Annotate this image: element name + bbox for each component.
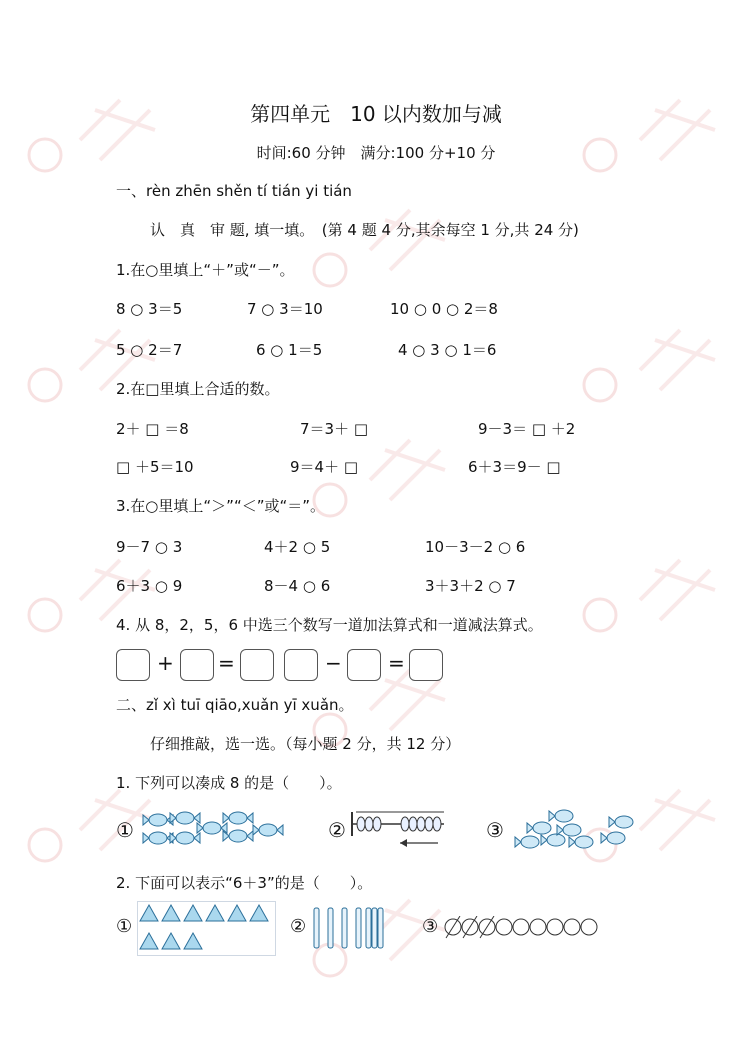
q1-expr: 5 ○ 2＝7 [116, 341, 183, 359]
circles-picture [444, 916, 604, 940]
answer-box[interactable] [409, 649, 443, 681]
option-label[interactable]: ③ [422, 916, 439, 937]
q3-prompt: 3.在○里填上“＞”“＜”或“＝”。 [116, 497, 326, 515]
q4-prompt: 4. 从 8，2，5，6 中选三个数写一道加法算式和一道减法算式。 [116, 616, 543, 634]
q1-expr: 8 ○ 3＝5 [116, 300, 183, 318]
answer-box[interactable] [116, 649, 150, 681]
s2-q2-prompt: 2. 下面可以表示“6＋3”的是（ ）。 [116, 874, 373, 892]
abacus-picture [350, 810, 446, 850]
equals-sign: = [388, 651, 405, 675]
option-label[interactable]: ② [290, 916, 307, 937]
triangles-picture [137, 901, 277, 957]
q2-expr: 9＝4＋ □ [290, 458, 359, 476]
sticks-picture [310, 906, 390, 952]
candies-picture [140, 808, 290, 852]
section2-instruction: 仔细推敲，选一选。（每小题 2 分，共 12 分） [150, 735, 461, 753]
q2-expr: □ ＋5＝10 [116, 458, 194, 476]
section1-heading: 一、rèn zhēn shěn tí tián yi tián [116, 182, 352, 200]
answer-box[interactable] [240, 649, 274, 681]
option-label[interactable]: ① [116, 916, 133, 937]
q3-expr: 4＋2 ○ 5 [264, 538, 331, 556]
q1-expr: 4 ○ 3 ○ 1＝6 [398, 341, 497, 359]
answer-box[interactable] [347, 649, 381, 681]
s2-q1-prompt: 1. 下列可以凑成 8 的是（ ）。 [116, 774, 342, 792]
q2-expr: 2＋ □ ＝8 [116, 420, 189, 438]
fish-picture [512, 804, 642, 854]
q1-expr: 6 ○ 1＝5 [256, 341, 323, 359]
page-subtitle: 时间:60 分钟 满分:100 分+10 分 [256, 144, 496, 162]
q2-expr: 6＋3＝9－ □ [468, 458, 561, 476]
section1-instruction: 认 真 审 题, 填一填。 (第 4 题 4 分,其余每空 1 分,共 24 分) [150, 221, 579, 239]
equals-sign: = [218, 651, 235, 675]
option-label[interactable]: ② [328, 818, 346, 842]
page-title: 第四单元 10 以内数加与减 [250, 102, 502, 126]
q1-expr: 7 ○ 3＝10 [247, 300, 323, 318]
q1-prompt: 1.在○里填上“＋”或“－”。 [116, 261, 295, 279]
q2-prompt: 2.在□里填上合适的数。 [116, 380, 280, 398]
q3-expr: 6＋3 ○ 9 [116, 577, 183, 595]
q2-expr: 7＝3＋ □ [300, 420, 369, 438]
q1-expr: 10 ○ 0 ○ 2＝8 [390, 300, 498, 318]
q3-expr: 3＋3＋2 ○ 7 [425, 577, 516, 595]
q2-expr: 9－3＝ □ ＋2 [478, 420, 576, 438]
section2-heading: 二、zǐ xì tuī qiāo,xuǎn yī xuǎn。 [116, 696, 354, 714]
answer-box[interactable] [180, 649, 214, 681]
q3-expr: 8－4 ○ 6 [264, 577, 331, 595]
minus-sign: − [325, 651, 342, 675]
plus-sign: + [157, 651, 174, 675]
q3-expr: 9－7 ○ 3 [116, 538, 183, 556]
q3-expr: 10－3－2 ○ 6 [425, 538, 526, 556]
answer-box[interactable] [284, 649, 318, 681]
option-label[interactable]: ③ [486, 818, 504, 842]
option-label[interactable]: ① [116, 818, 134, 842]
